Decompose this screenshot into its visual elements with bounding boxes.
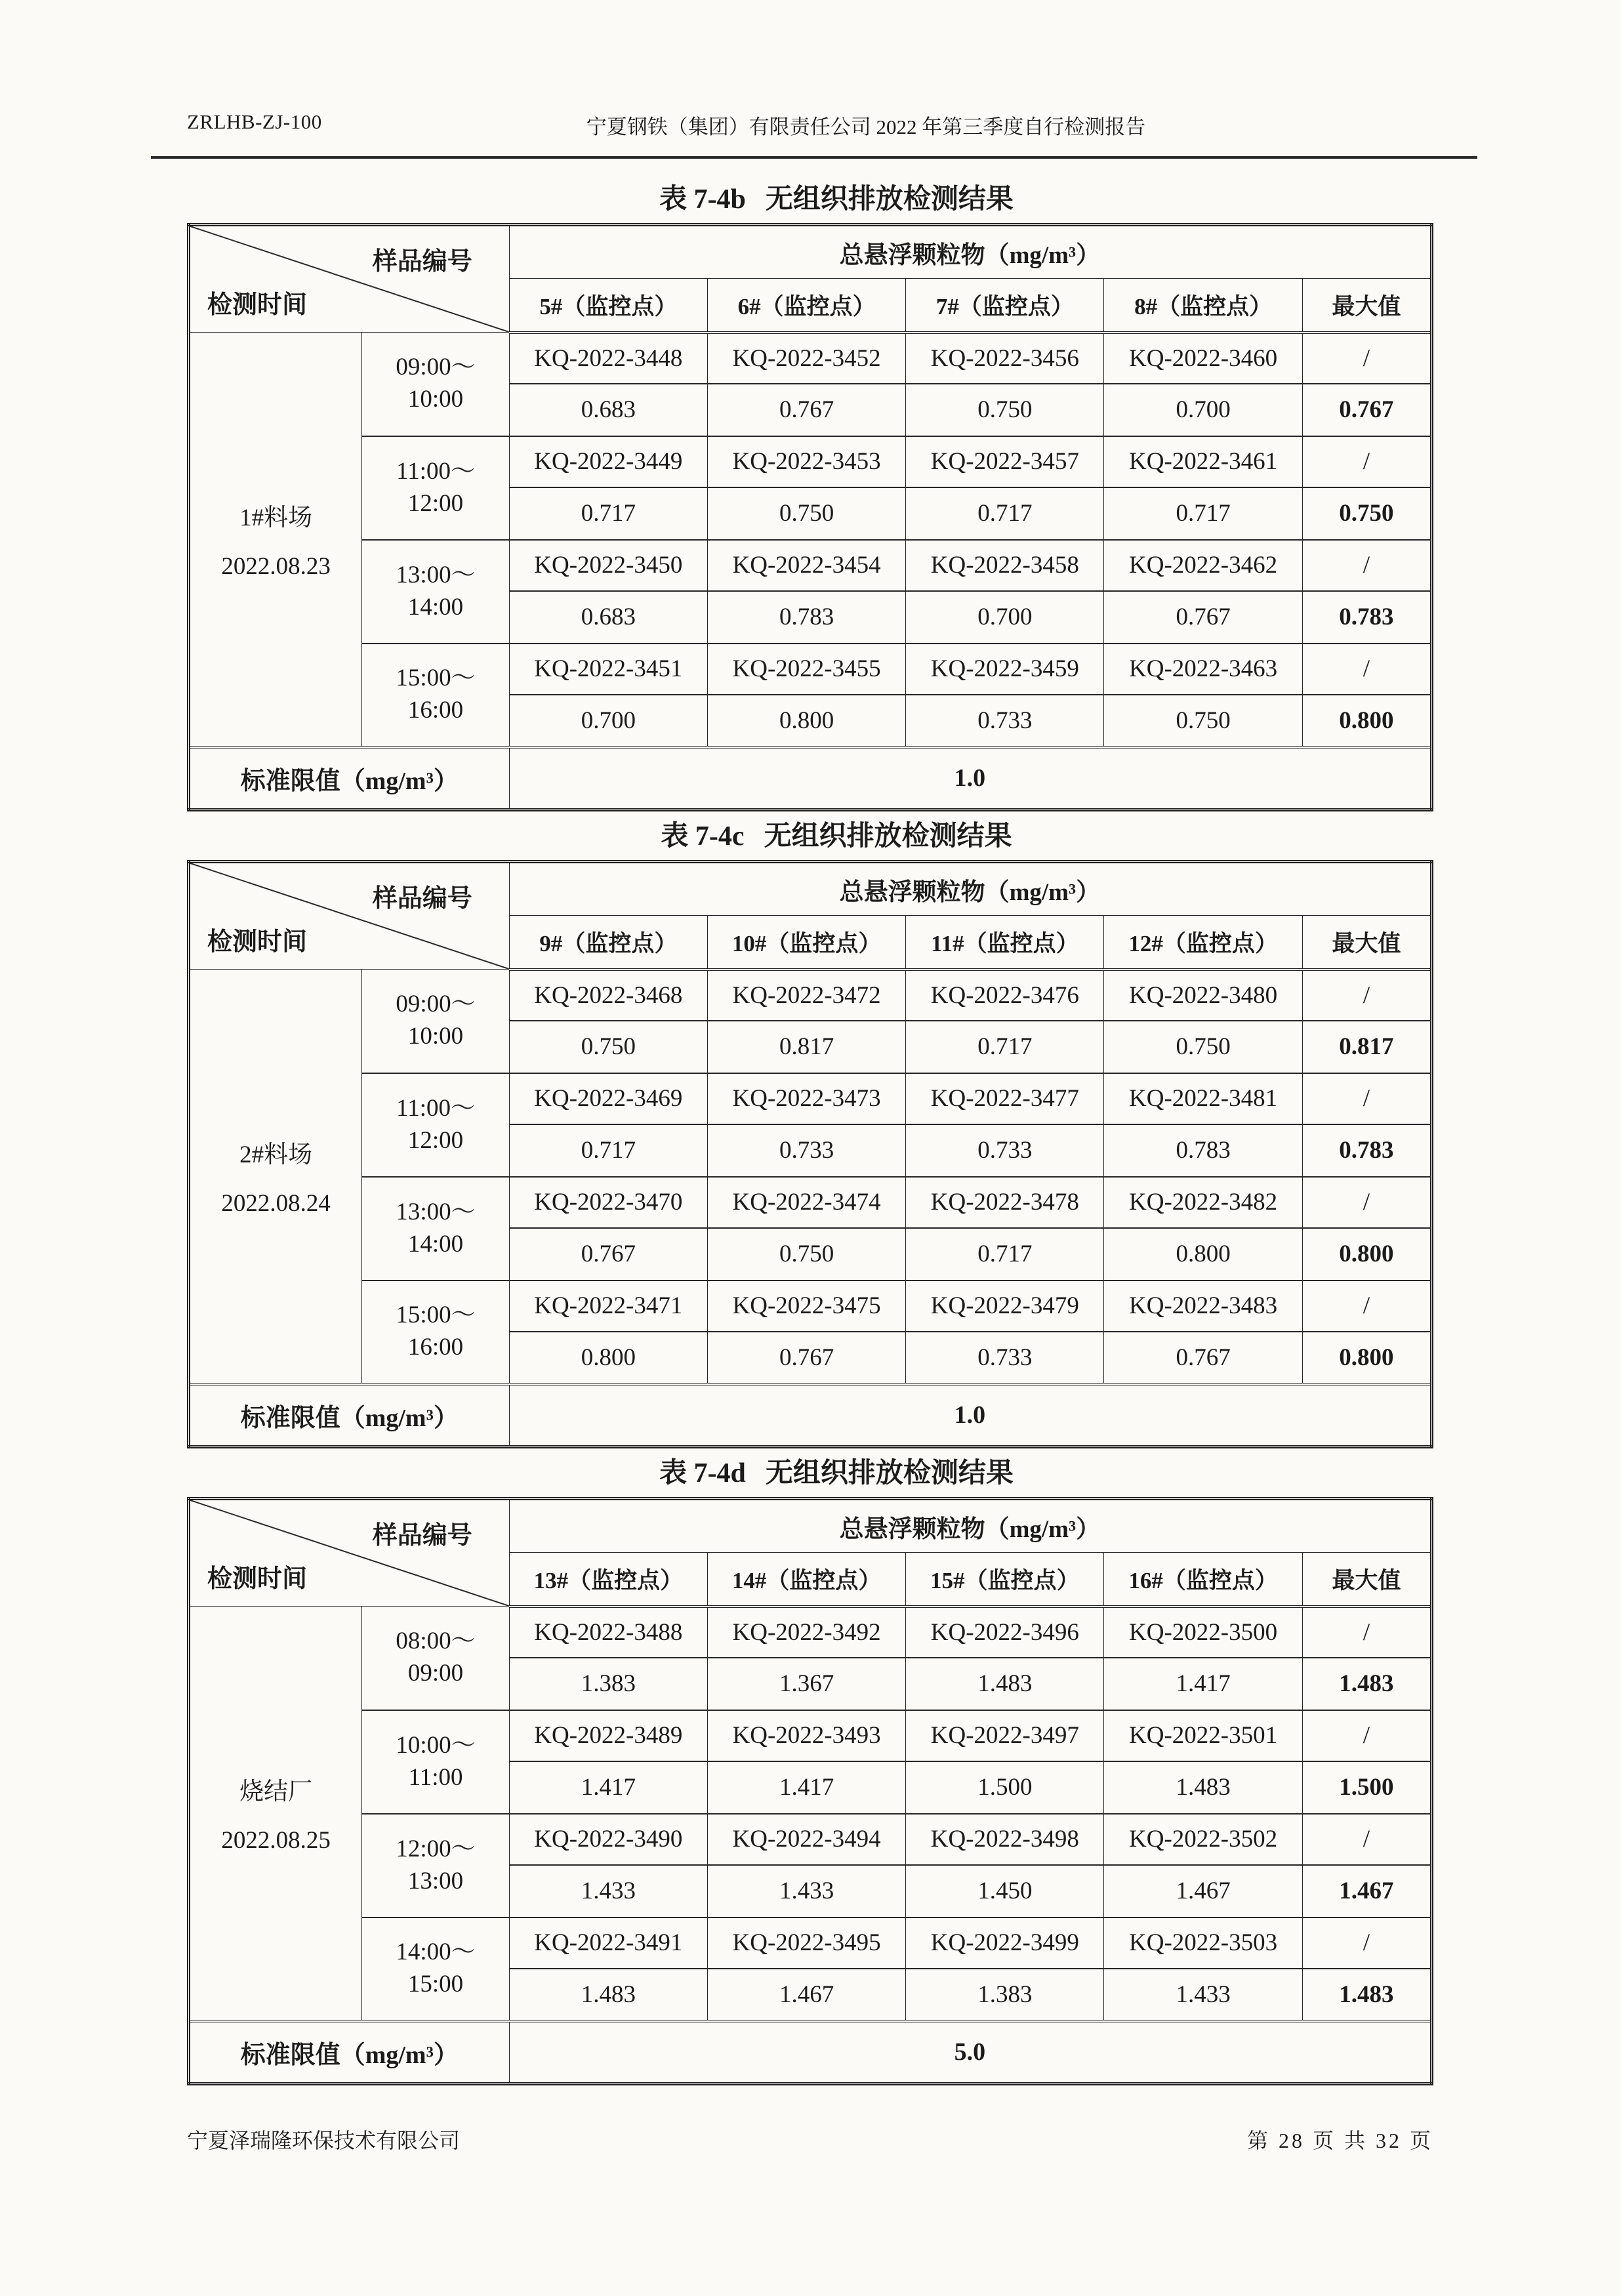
max-code-placeholder: / — [1302, 1607, 1431, 1658]
sample-code-cell: KQ-2022-3461 — [1104, 436, 1302, 487]
monitor-point-header: 9#（监控点） — [509, 916, 707, 970]
site-name: 1#料场 — [239, 504, 313, 532]
value-cell: 1.367 — [707, 1658, 905, 1710]
max-value-cell: 0.800 — [1302, 1228, 1431, 1281]
table-section-7-4b — [187, 184, 1433, 811]
time-range-cell — [362, 644, 509, 747]
table-number: 表 7-4b — [659, 184, 746, 215]
footer-page-number: 第 28 页 共 32 页 — [1246, 2129, 1433, 2152]
max-code-placeholder: / — [1302, 540, 1431, 591]
document-code: ZRLHB-ZJ-100 — [187, 110, 322, 133]
header-row-pollutant — [189, 225, 1432, 279]
value-cell: 0.700 — [906, 591, 1104, 644]
table-title-text: 无组织排放检测结果 — [765, 184, 1014, 215]
max-code-placeholder: / — [1302, 644, 1431, 695]
sample-code-cell: KQ-2022-3496 — [906, 1607, 1104, 1658]
site-name: 烧结厂 — [239, 1778, 313, 1806]
sample-code-row — [189, 1073, 1432, 1124]
value-cell: 1.450 — [906, 1865, 1104, 1917]
table-section-7-4d — [187, 1458, 1433, 2085]
monitor-point-header: 11#（监控点） — [906, 916, 1104, 970]
label-detection-time: 检测时间 — [207, 928, 308, 956]
sample-code-cell: KQ-2022-3456 — [906, 333, 1104, 384]
time-to: 11:00 — [408, 1763, 463, 1791]
time-from: 08:00～ — [396, 1628, 476, 1655]
sample-code-cell: KQ-2022-3473 — [707, 1073, 905, 1124]
time-from: 13:00～ — [396, 1198, 476, 1225]
sample-code-cell: KQ-2022-3491 — [509, 1917, 707, 1969]
sample-code-cell: KQ-2022-3492 — [707, 1607, 905, 1658]
site-date: 2022.08.24 — [221, 1190, 331, 1218]
sample-code-cell: KQ-2022-3458 — [906, 540, 1104, 591]
sample-code-row — [189, 1177, 1432, 1228]
sample-code-row — [189, 1917, 1432, 1969]
standard-limit-row — [189, 747, 1432, 810]
value-cell: 0.717 — [906, 1228, 1104, 1281]
value-cell: 0.733 — [906, 695, 1104, 747]
time-range-cell — [362, 1073, 509, 1177]
value-cell: 0.733 — [707, 1124, 905, 1177]
time-range-cell — [362, 540, 509, 644]
time-from: 12:00～ — [396, 1835, 476, 1862]
limit-value: 5.0 — [509, 2021, 1431, 2084]
table-title-text: 无组织排放检测结果 — [764, 821, 1012, 851]
max-value-cell: 1.483 — [1302, 1969, 1431, 2021]
value-cell: 1.483 — [906, 1658, 1104, 1710]
monitor-point-header: 15#（监控点） — [906, 1553, 1104, 1607]
table-number: 表 7-4d — [659, 1458, 746, 1488]
time-from: 10:00～ — [396, 1731, 476, 1759]
site-cell — [189, 1607, 362, 2021]
time-from: 11:00～ — [396, 457, 475, 485]
value-cell: 0.767 — [707, 1332, 905, 1384]
value-cell: 0.717 — [509, 1124, 707, 1177]
value-cell: 0.750 — [1104, 695, 1302, 747]
standard-limit-row — [189, 2021, 1432, 2084]
sample-code-cell: KQ-2022-3471 — [509, 1281, 707, 1332]
sample-code-cell: KQ-2022-3493 — [707, 1710, 905, 1761]
value-cell: 0.800 — [509, 1332, 707, 1384]
label-sample-number: 样品编号 — [372, 885, 472, 912]
limit-label: 标准限值（mg/m³） — [189, 2021, 510, 2084]
value-cell: 1.383 — [906, 1969, 1104, 2021]
sample-code-row — [189, 1814, 1432, 1865]
table-section-7-4c — [187, 821, 1433, 1448]
monitor-point-header: 10#（监控点） — [707, 916, 905, 970]
label-detection-time: 检测时间 — [207, 291, 308, 319]
sample-code-cell: KQ-2022-3479 — [906, 1281, 1104, 1332]
sample-code-cell: KQ-2022-3503 — [1104, 1917, 1302, 1969]
site-date: 2022.08.25 — [221, 1827, 331, 1855]
value-cell: 0.733 — [906, 1332, 1104, 1384]
sample-code-cell: KQ-2022-3474 — [707, 1177, 905, 1228]
sample-code-row — [189, 1710, 1432, 1761]
sample-code-cell: KQ-2022-3460 — [1104, 333, 1302, 384]
header-row-pollutant — [189, 1499, 1432, 1553]
value-cell: 0.817 — [707, 1021, 905, 1073]
value-cell: 0.767 — [707, 384, 905, 436]
max-column-header: 最大值 — [1302, 279, 1431, 333]
value-cell: 0.750 — [906, 384, 1104, 436]
max-value-cell: 0.783 — [1302, 591, 1431, 644]
max-code-placeholder: / — [1302, 1281, 1431, 1332]
sample-code-cell: KQ-2022-3482 — [1104, 1177, 1302, 1228]
time-range-cell — [362, 1281, 509, 1384]
sample-code-cell: KQ-2022-3472 — [707, 970, 905, 1021]
max-column-header: 最大值 — [1302, 916, 1431, 970]
max-value-cell: 0.783 — [1302, 1124, 1431, 1177]
time-to: 16:00 — [407, 697, 464, 724]
value-cell: 0.783 — [707, 591, 905, 644]
value-cell: 0.683 — [509, 384, 707, 436]
sample-code-cell: KQ-2022-3488 — [509, 1607, 707, 1658]
sample-code-cell: KQ-2022-3501 — [1104, 1710, 1302, 1761]
sample-code-cell: KQ-2022-3481 — [1104, 1073, 1302, 1124]
time-from: 13:00～ — [396, 561, 476, 588]
sample-code-cell: KQ-2022-3452 — [707, 333, 905, 384]
sample-code-cell: KQ-2022-3502 — [1104, 1814, 1302, 1865]
value-cell: 1.483 — [509, 1969, 707, 2021]
monitor-point-header: 16#（监控点） — [1104, 1553, 1302, 1607]
sample-code-cell: KQ-2022-3470 — [509, 1177, 707, 1228]
time-to: 12:00 — [407, 489, 464, 517]
sample-code-row — [189, 1607, 1432, 1658]
max-value-cell: 0.800 — [1302, 1332, 1431, 1384]
diagonal-header-cell — [189, 862, 510, 970]
time-from: 15:00～ — [396, 1302, 476, 1329]
label-detection-time: 检测时间 — [207, 1565, 308, 1593]
max-value-cell: 0.817 — [1302, 1021, 1431, 1073]
limit-value: 1.0 — [509, 747, 1431, 810]
sample-code-cell: KQ-2022-3500 — [1104, 1607, 1302, 1658]
monitor-point-header: 8#（监控点） — [1104, 279, 1302, 333]
report-content — [187, 165, 1433, 2085]
table-title — [187, 821, 1433, 852]
value-cell: 0.717 — [509, 487, 707, 540]
sample-code-cell: KQ-2022-3478 — [906, 1177, 1104, 1228]
max-code-placeholder: / — [1302, 970, 1431, 1021]
sample-code-cell: KQ-2022-3495 — [707, 1917, 905, 1969]
value-cell: 1.433 — [707, 1865, 905, 1917]
site-cell — [189, 970, 362, 1384]
time-from: 11:00～ — [396, 1094, 475, 1122]
limit-label: 标准限值（mg/m³） — [189, 1384, 510, 1447]
diagonal-header-cell — [189, 225, 510, 333]
value-cell: 0.750 — [509, 1021, 707, 1073]
sample-code-cell: KQ-2022-3480 — [1104, 970, 1302, 1021]
monitor-point-header: 5#（监控点） — [509, 279, 707, 333]
site-name: 2#料场 — [239, 1141, 313, 1169]
time-from: 09:00～ — [396, 354, 476, 381]
max-code-placeholder: / — [1302, 436, 1431, 487]
time-range-cell — [362, 1814, 509, 1917]
sample-code-cell: KQ-2022-3454 — [707, 540, 905, 591]
limit-value: 1.0 — [509, 1384, 1431, 1447]
time-range-cell — [362, 436, 509, 540]
max-value-cell: 1.500 — [1302, 1761, 1431, 1814]
max-value-cell: 0.750 — [1302, 487, 1431, 540]
document-header — [187, 104, 1433, 146]
sample-code-cell: KQ-2022-3489 — [509, 1710, 707, 1761]
monitor-point-header: 13#（监控点） — [509, 1553, 707, 1607]
time-to: 16:00 — [407, 1334, 464, 1361]
table-title — [187, 184, 1433, 215]
sample-code-cell: KQ-2022-3453 — [707, 436, 905, 487]
sample-code-cell: KQ-2022-3450 — [509, 540, 707, 591]
results-table-7-4b — [187, 223, 1433, 811]
time-range-cell — [362, 1607, 509, 1710]
value-cell: 0.717 — [906, 1021, 1104, 1073]
max-code-placeholder: / — [1302, 1710, 1431, 1761]
time-to: 10:00 — [407, 1023, 464, 1050]
sample-code-cell: KQ-2022-3483 — [1104, 1281, 1302, 1332]
header-row-pollutant — [189, 862, 1432, 916]
sample-code-cell: KQ-2022-3477 — [906, 1073, 1104, 1124]
value-cell: 1.417 — [707, 1761, 905, 1814]
sample-code-cell: KQ-2022-3451 — [509, 644, 707, 695]
sample-code-row — [189, 1281, 1432, 1332]
sample-code-row — [189, 970, 1432, 1021]
sample-code-cell: KQ-2022-3455 — [707, 644, 905, 695]
sample-code-cell: KQ-2022-3463 — [1104, 644, 1302, 695]
monitor-point-header: 7#（监控点） — [906, 279, 1104, 333]
value-cell: 0.750 — [707, 1228, 905, 1281]
sample-code-cell: KQ-2022-3475 — [707, 1281, 905, 1332]
header-divider-line — [151, 156, 1477, 159]
sample-code-cell: KQ-2022-3469 — [509, 1073, 707, 1124]
value-cell: 0.717 — [906, 487, 1104, 540]
max-column-header: 最大值 — [1302, 1553, 1431, 1607]
sample-code-cell: KQ-2022-3462 — [1104, 540, 1302, 591]
pollutant-header: 总悬浮颗粒物（mg/m³） — [509, 1499, 1431, 1553]
site-cell — [189, 333, 362, 747]
time-from: 09:00～ — [396, 991, 476, 1018]
table-title-text: 无组织排放检测结果 — [765, 1458, 1014, 1488]
sample-code-row — [189, 333, 1432, 384]
time-from: 15:00～ — [396, 665, 476, 692]
sample-code-cell: KQ-2022-3476 — [906, 970, 1104, 1021]
sample-code-row — [189, 644, 1432, 695]
time-to: 09:00 — [407, 1660, 464, 1687]
sample-code-cell: KQ-2022-3494 — [707, 1814, 905, 1865]
value-cell: 1.417 — [509, 1761, 707, 1814]
time-to: 13:00 — [407, 1867, 464, 1895]
time-to: 10:00 — [407, 386, 464, 413]
value-cell: 0.800 — [707, 695, 905, 747]
sample-code-cell: KQ-2022-3449 — [509, 436, 707, 487]
max-code-placeholder: / — [1302, 1073, 1431, 1124]
value-cell: 0.750 — [707, 487, 905, 540]
value-cell: 1.433 — [1104, 1969, 1302, 2021]
value-cell: 0.800 — [1104, 1228, 1302, 1281]
results-table-7-4c — [187, 860, 1433, 1448]
sample-code-row — [189, 436, 1432, 487]
max-code-placeholder: / — [1302, 1177, 1431, 1228]
sample-code-cell: KQ-2022-3497 — [906, 1710, 1104, 1761]
max-code-placeholder: / — [1302, 333, 1431, 384]
value-cell: 1.467 — [1104, 1865, 1302, 1917]
diagonal-header-cell — [189, 1499, 510, 1607]
value-cell: 0.767 — [1104, 591, 1302, 644]
value-cell: 1.383 — [509, 1658, 707, 1710]
label-sample-number: 样品编号 — [372, 248, 472, 276]
value-cell: 1.467 — [707, 1969, 905, 2021]
time-range-cell — [362, 1917, 509, 2021]
time-from: 14:00～ — [396, 1938, 476, 1966]
table-number: 表 7-4c — [661, 821, 745, 851]
value-cell: 1.417 — [1104, 1658, 1302, 1710]
sample-code-cell: KQ-2022-3499 — [906, 1917, 1104, 1969]
max-value-cell: 1.467 — [1302, 1865, 1431, 1917]
sample-code-cell: KQ-2022-3498 — [906, 1814, 1104, 1865]
time-to: 12:00 — [407, 1126, 464, 1154]
value-cell: 1.500 — [906, 1761, 1104, 1814]
value-cell: 0.767 — [509, 1228, 707, 1281]
sample-code-row — [189, 540, 1432, 591]
value-cell: 0.700 — [1104, 384, 1302, 436]
monitor-point-header: 12#（监控点） — [1104, 916, 1302, 970]
value-cell: 0.750 — [1104, 1021, 1302, 1073]
time-range-cell — [362, 1710, 509, 1814]
limit-label: 标准限值（mg/m³） — [189, 747, 510, 810]
table-title — [187, 1458, 1433, 1489]
monitor-point-header: 14#（监控点） — [707, 1553, 905, 1607]
value-cell: 1.483 — [1104, 1761, 1302, 1814]
footer-company: 宁夏泽瑞隆环保技术有限公司 — [187, 2129, 461, 2152]
pollutant-header: 总悬浮颗粒物（mg/m³） — [509, 862, 1431, 916]
sample-code-cell: KQ-2022-3468 — [509, 970, 707, 1021]
label-sample-number: 样品编号 — [372, 1522, 472, 1549]
time-range-cell — [362, 1177, 509, 1281]
standard-limit-row — [189, 1384, 1432, 1447]
time-range-cell — [362, 333, 509, 436]
value-cell: 0.767 — [1104, 1332, 1302, 1384]
time-to: 14:00 — [407, 593, 464, 621]
value-cell: 0.700 — [509, 695, 707, 747]
sample-code-cell: KQ-2022-3457 — [906, 436, 1104, 487]
time-range-cell — [362, 970, 509, 1073]
max-value-cell: 0.800 — [1302, 695, 1431, 747]
value-cell: 0.717 — [1104, 487, 1302, 540]
monitor-point-header: 6#（监控点） — [707, 279, 905, 333]
sample-code-cell: KQ-2022-3490 — [509, 1814, 707, 1865]
time-to: 15:00 — [407, 1971, 464, 1998]
document-title: 宁夏钢铁（集团）有限责任公司 2022 年第三季度自行检测报告 — [586, 115, 1146, 138]
value-cell: 0.683 — [509, 591, 707, 644]
results-table-7-4d — [187, 1497, 1433, 2085]
site-date: 2022.08.23 — [221, 553, 331, 581]
value-cell: 0.733 — [906, 1124, 1104, 1177]
max-code-placeholder: / — [1302, 1814, 1431, 1865]
sample-code-cell: KQ-2022-3448 — [509, 333, 707, 384]
sample-code-cell: KQ-2022-3459 — [906, 644, 1104, 695]
max-value-cell: 0.767 — [1302, 384, 1431, 436]
time-to: 14:00 — [407, 1230, 464, 1258]
max-code-placeholder: / — [1302, 1917, 1431, 1969]
value-cell: 0.783 — [1104, 1124, 1302, 1177]
value-cell: 1.433 — [509, 1865, 707, 1917]
pollutant-header: 总悬浮颗粒物（mg/m³） — [509, 225, 1431, 279]
max-value-cell: 1.483 — [1302, 1658, 1431, 1710]
